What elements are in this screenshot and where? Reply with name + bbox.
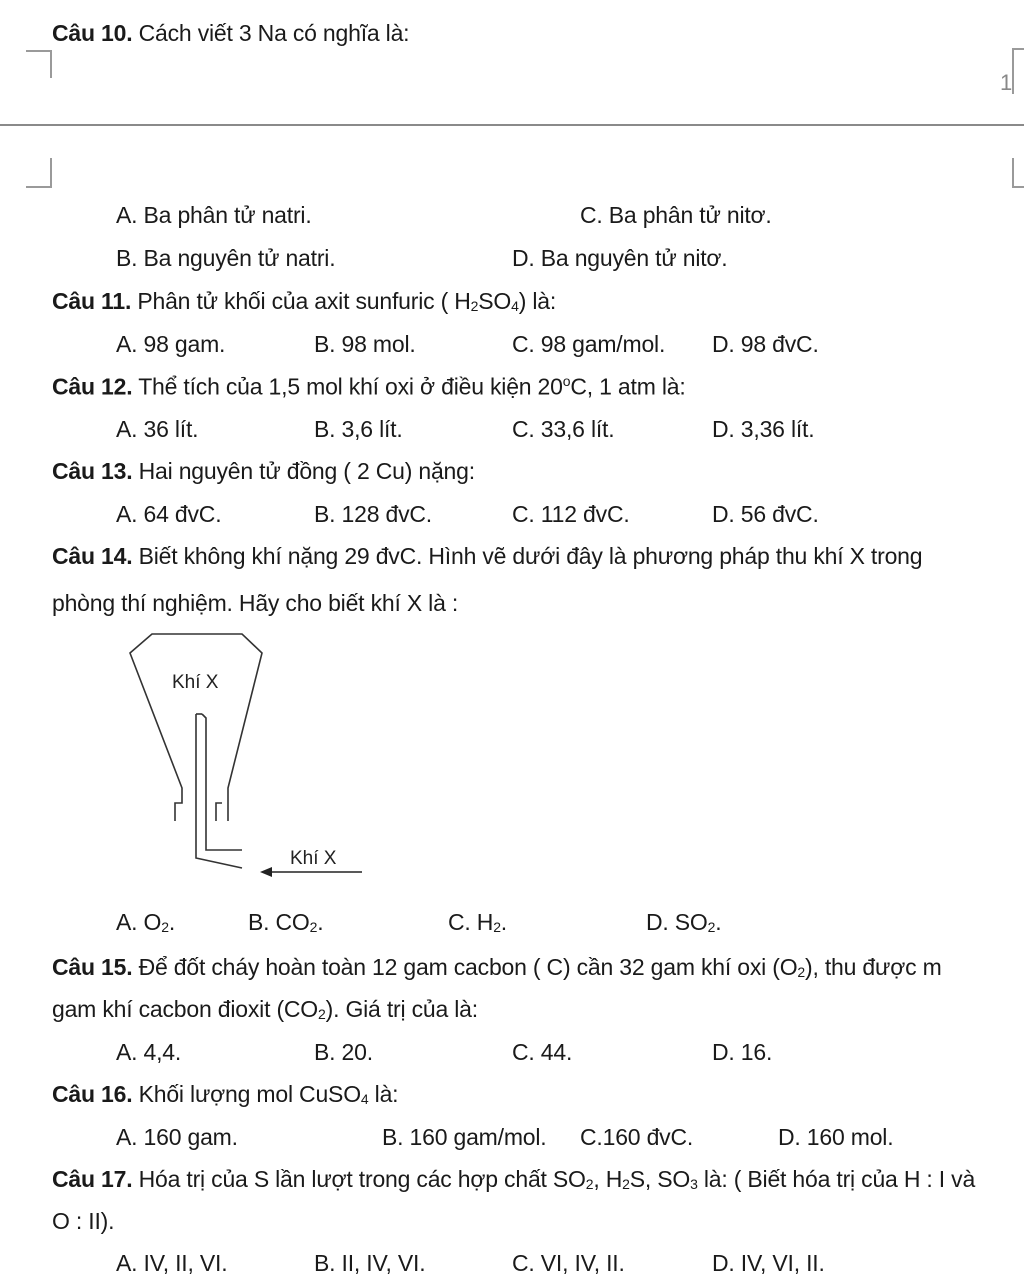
q15-option-c: C. 44. xyxy=(512,1039,573,1065)
question-label: Câu 15. xyxy=(52,954,133,980)
question-text: Biết không khí nặng 29 đvC. Hình vẽ dưới đây là phương pháp thu khí X trong xyxy=(132,543,923,569)
page-corner-mark xyxy=(1012,48,1024,94)
question-text: Phân tử khối của axit sunfuric ( H xyxy=(131,288,471,314)
q13-option-b: B. 128 đvC. xyxy=(314,501,432,527)
q10-option-b: B. Ba nguyên tử natri. xyxy=(116,245,336,271)
question-14-line2: phòng thí nghiệm. Hãy cho biết khí X là : xyxy=(52,590,459,616)
q12-option-b: B. 3,6 lít. xyxy=(314,416,403,442)
gas-collection-diagram xyxy=(120,628,370,886)
question-text: Thể tích của 1,5 mol khí oxi ở điều kiện 20 xyxy=(132,373,563,400)
question-15-line2: gam khí cacbon đioxit (CO2). Giá trị của là: xyxy=(52,996,478,1022)
question-label: Câu 16. xyxy=(52,1081,133,1107)
question-label: Câu 11. xyxy=(52,288,132,314)
question-14 xyxy=(52,543,922,570)
question-label: Câu 14. xyxy=(52,543,133,569)
question-16: Câu 16. Khối lượng mol CuSO4 là: xyxy=(52,1081,399,1107)
q11-option-c: C. 98 gam/mol. xyxy=(512,331,666,357)
question-text: Cách viết 3 Na có nghĩa là: xyxy=(132,20,410,46)
question-10 xyxy=(52,20,409,47)
question-17-line2: O : II). xyxy=(52,1208,115,1234)
page-corner-mark xyxy=(26,158,52,188)
q13-option-a: A. 64 đvC. xyxy=(116,501,222,527)
q16-option-b: B. 160 gam/mol. xyxy=(382,1124,547,1150)
flask-neck-inner xyxy=(216,803,222,821)
q14-option-a: A. O2. xyxy=(116,909,176,935)
page-number: 1 xyxy=(1000,70,1013,95)
q10-option-d: D. Ba nguyên tử nitơ. xyxy=(512,245,728,271)
question-15: Câu 15. Để đốt cháy hoàn toàn 12 gam cacbon ( C) cần 32 gam khí oxi (O2), thu được m xyxy=(52,954,942,980)
question-label: Câu 13. xyxy=(52,458,133,484)
diagram-label-arrow: Khí X xyxy=(290,848,337,869)
page-corner-mark xyxy=(1012,158,1024,188)
q14-option-b: B. CO2. xyxy=(248,909,324,935)
question-text: C, 1 atm là: xyxy=(570,373,686,400)
q11-option-a: A. 98 gam. xyxy=(116,331,226,357)
q13-option-c: C. 112 đvC. xyxy=(512,501,630,527)
diagram-label-top: Khí X xyxy=(172,672,219,693)
question-12 xyxy=(52,373,686,401)
question-text: ) là: xyxy=(518,288,557,314)
q10-option-c: C. Ba phân tử nitơ. xyxy=(580,202,772,228)
q17-option-a: A. IV, II, VI. xyxy=(116,1250,228,1276)
q12-option-a: A. 36 lít. xyxy=(116,416,199,442)
q17-option-d: D. IV, VI, II. xyxy=(712,1250,825,1276)
page-separator xyxy=(0,124,1024,126)
page-corner-mark xyxy=(26,50,52,78)
q13-option-d: D. 56 đvC. xyxy=(712,501,819,527)
q11-option-b: B. 98 mol. xyxy=(314,331,416,357)
q15-option-b: B. 20. xyxy=(314,1039,373,1065)
arrow-head xyxy=(260,867,272,877)
question-label: Câu 10. xyxy=(52,20,133,46)
q16-option-d: D. 160 mol. xyxy=(778,1124,894,1150)
q14-option-c: C. H2. xyxy=(448,909,507,935)
question-text: SO xyxy=(478,288,512,314)
question-text: Hai nguyên tử đồng ( 2 Cu) nặng: xyxy=(132,458,475,484)
q15-option-a: A. 4,4. xyxy=(116,1039,182,1065)
subscript: 2 xyxy=(470,298,479,314)
q17-option-c: C. VI, IV, II. xyxy=(512,1250,625,1276)
q17-option-b: B. II, IV, VI. xyxy=(314,1250,426,1276)
question-13 xyxy=(52,458,475,485)
superscript: o xyxy=(562,373,571,389)
subscript: 4 xyxy=(511,298,519,314)
q16-option-c: C.160 đvC. xyxy=(580,1124,694,1150)
q10-option-a: A. Ba phân tử natri. xyxy=(116,202,312,228)
question-11 xyxy=(52,288,556,315)
q12-option-c: C. 33,6 lít. xyxy=(512,416,615,442)
question-label: Câu 17. xyxy=(52,1166,133,1192)
question-17: Câu 17. Hóa trị của S lần lượt trong các hợp chất SO2, H2S, SO3 là: ( Biết hóa trị của H : I và xyxy=(52,1166,976,1192)
delivery-tube-inner xyxy=(202,714,242,850)
q16-option-a: A. 160 gam. xyxy=(116,1124,238,1150)
question-label: Câu 12. xyxy=(52,373,133,400)
q12-option-d: D. 3,36 lít. xyxy=(712,416,815,442)
q14-option-d: D. SO2. xyxy=(646,909,722,935)
q11-option-d: D. 98 đvC. xyxy=(712,331,819,357)
delivery-tube-outer xyxy=(196,714,242,868)
q15-option-d: D. 16. xyxy=(712,1039,773,1065)
